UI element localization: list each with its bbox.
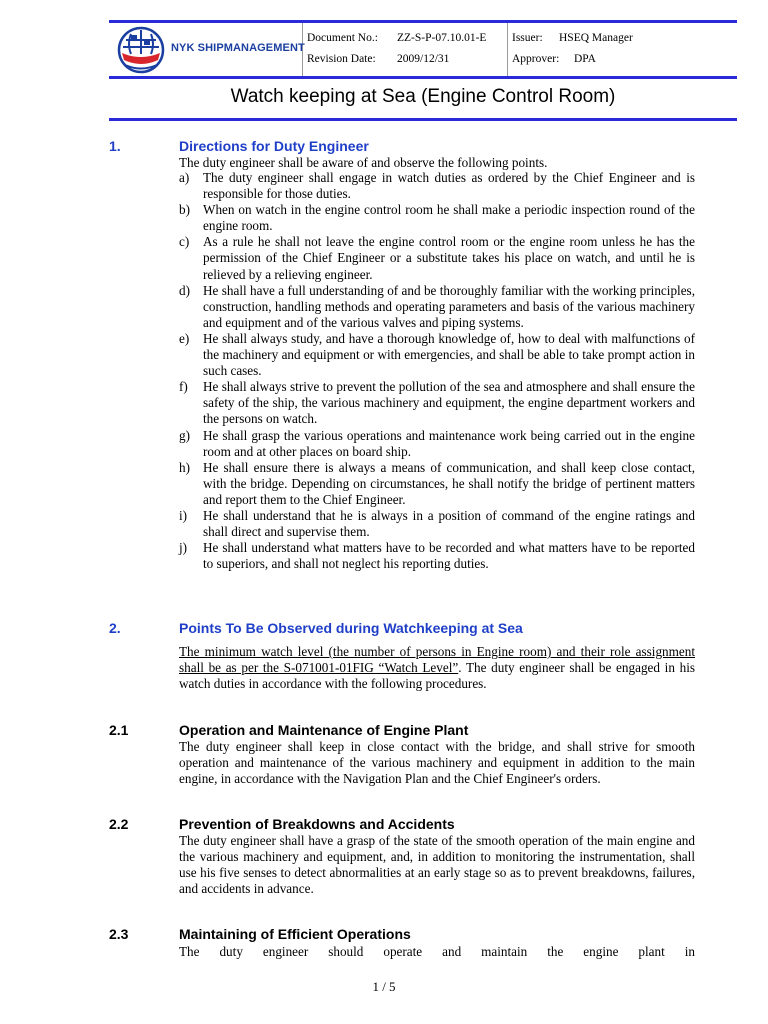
page-number: 1 / 5 [372, 979, 396, 994]
header-divider [507, 23, 508, 76]
document-number-value: ZZ-S-P-07.10.01-E [397, 32, 487, 44]
revision-date-value: 2009/12/31 [397, 53, 450, 65]
header-top-rule [109, 20, 737, 23]
subsection-text: The duty engineer shall keep in close contact with the bridge, and shall strive for smooth operation and maintenance of the various machinery and equipment in addition to the main engine, in accordance with the Navigation Plan and the Chief Engineer's orders. [179, 739, 695, 787]
list-item-label: d) [179, 282, 190, 298]
globe-logo-icon [117, 26, 165, 74]
list-item [179, 202, 695, 234]
watch-level-reference: The minimum watch level (the number of persons in Engine room) and their role assignment shall be as per the S-071001-01FIG “Watch Level” [179, 644, 695, 676]
list-item-label: h) [179, 459, 190, 475]
header-bottom-rule [109, 76, 737, 79]
section-intro: The duty engineer shall be aware of and observe the following points. [179, 155, 548, 170]
approver-value: DPA [574, 53, 596, 65]
approver-label: Approver: [512, 53, 560, 65]
list-item-label: e) [179, 330, 190, 346]
document-number-cell [307, 32, 487, 44]
list-item-text: The duty engineer shall engage in watch duties as ordered by the Chief Engineer and is responsible for those duties. [203, 170, 695, 202]
list-item [179, 508, 695, 540]
list-item-text: He shall always strive to prevent the pollution of the sea and atmosphere and shall ensure the safety of the ship, the various machinery and equipment, the engine department workers and the persons on watch. [203, 379, 695, 427]
title-rule [109, 118, 737, 121]
list-item-text: He shall understand what matters have to be recorded and what matters have to be reported to superiors, and shall not neglect his reporting duties. [203, 540, 695, 572]
list-item-label: j) [179, 540, 188, 556]
list-item-text: When on watch in the engine control room he shall make a periodic inspection round of the engine room. [203, 202, 695, 234]
section-intro [179, 644, 695, 692]
subsection-heading: Prevention of Breakdowns and Accidents [179, 816, 455, 832]
section-heading: Points To Be Observed during Watchkeeping at Sea [179, 620, 523, 636]
approver-cell [512, 53, 596, 65]
section-heading: Directions for Duty Engineer [179, 138, 369, 154]
list-item-label: f) [179, 379, 188, 395]
list-item-text: He shall ensure there is always a means of communication, and shall keep close contact, with the bridge. Depending on circumstances, he shall notify the bridge of pertinent matters and report them to the Chief Engineer. [203, 459, 695, 507]
duty-list [179, 170, 695, 572]
document-number-label: Document No.: [307, 32, 378, 44]
section-number: 2. [109, 620, 121, 636]
list-item-text: He shall always study, and have a thorough knowledge of, how to deal with malfunctions of the machinery and equipment or with emergencies, and shall be able to take prompt action in such cases. [203, 330, 695, 379]
section-intro-rest: . The duty engineer shall be engaged in his watch duties in accordance with the following procedures. [179, 660, 695, 692]
revision-date-label: Revision Date: [307, 53, 376, 65]
subsection-number: 2.1 [109, 722, 129, 738]
company-logo [117, 26, 307, 72]
revision-date-cell [307, 53, 450, 65]
company-name: NYK SHIPMANAGEMENT [171, 42, 305, 54]
subsection-number: 2.3 [109, 926, 129, 942]
list-item [179, 283, 695, 331]
list-item-label: g) [179, 427, 190, 443]
list-item [179, 234, 695, 282]
section-number: 1. [109, 138, 121, 154]
list-item-label: c) [179, 234, 190, 250]
subsection-number: 2.2 [109, 816, 129, 832]
subsection-text: The duty engineer should operate and maintain the engine plant in [179, 944, 695, 959]
list-item-text: He shall understand that he is always in a position of command of the engine ratings and shall direct and supervise them. [203, 507, 695, 540]
list-item [179, 379, 695, 427]
list-item-label: i) [179, 507, 188, 523]
list-item-text: He shall have a full understanding of and be thoroughly familiar with the working principles, construction, handling methods and operating parameters and basis of the various machinery and equipment and of the various valves and piping systems. [203, 282, 695, 330]
list-item [179, 540, 695, 572]
list-item-text: He shall grasp the various operations and maintenance work being carried out in the engine room and at other places on board ship. [203, 427, 695, 459]
list-item-label: a) [179, 170, 190, 185]
list-item-label: b) [179, 202, 190, 218]
list-item [179, 428, 695, 460]
issuer-label: Issuer: [512, 32, 543, 44]
subsection-heading: Operation and Maintenance of Engine Plant [179, 722, 469, 738]
issuer-value: HSEQ Manager [559, 32, 633, 44]
issuer-cell [512, 32, 633, 44]
subsection-text: The duty engineer shall have a grasp of the state of the smooth operation of the main engine and the various machinery and equipment, and, in addition to monitoring the instrumentation, shall use his five senses to detect abnormalities at an early stage so as to prevent breakdowns, failures, and accidents in advance. [179, 833, 695, 897]
document-title: Watch keeping at Sea (Engine Control Room) [230, 86, 616, 107]
list-item [179, 331, 695, 379]
subsection-heading: Maintaining of Efficient Operations [179, 926, 411, 942]
document-header [109, 20, 737, 76]
list-item [179, 460, 695, 508]
list-item-text: As a rule he shall not leave the engine control room or the engine room unless he has the permission of the Chief Engineer or a substitute takes his place on watch, and until he is relieved by a relieving engineer. [203, 234, 695, 282]
list-item [179, 170, 695, 202]
